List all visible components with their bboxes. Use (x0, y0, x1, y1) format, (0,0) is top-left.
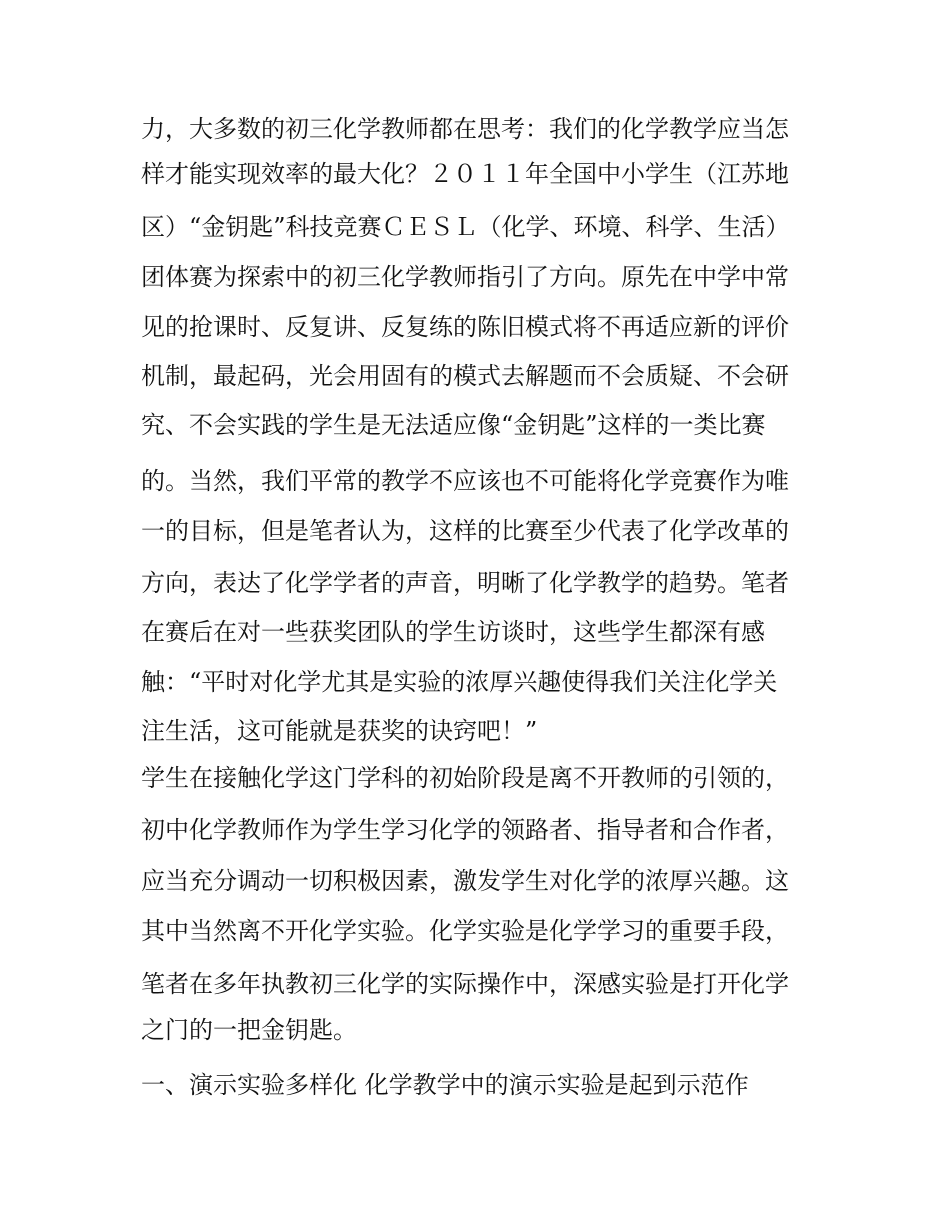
text-line: 一的目标，但是笔者认为，这样的比赛至少代表了化学改革的 (141, 517, 789, 545)
text-line: 之门的一把金钥匙。 (141, 1016, 357, 1044)
text-line: 样才能实现效率的最大化？２０１１年全国中小学生（江苏地 (141, 160, 789, 188)
text-line: 团体赛为探索中的初三化学教师指引了方向。原先在中学中常 (141, 263, 789, 291)
text-line: 应当充分调动一切积极因素，激发学生对化学的浓厚兴趣。这 (141, 867, 789, 895)
text-line: 的。当然，我们平常的教学不应该也不可能将化学竞赛作为唯 (141, 467, 789, 495)
text-line: 见的抢课时、反复讲、反复练的陈旧模式将不再适应新的评价 (141, 313, 789, 341)
text-line: 一、演示实验多样化 化学教学中的演示实验是起到示范作 (141, 1071, 749, 1099)
text-line: 在赛后在对一些获奖团队的学生访谈时，这些学生都深有感 (141, 618, 765, 646)
text-line: 学生在接触化学这门学科的初始阶段是离不开教师的引领的， (141, 764, 789, 792)
text-line: 力，大多数的初三化学教师都在思考：我们的化学教学应当怎 (141, 115, 789, 143)
text-line: 区）“金钥匙”科技竞赛ＣＥＳＬ（化学、环境、科学、生活） (141, 213, 790, 241)
text-line: 究、不会实践的学生是无法适应像“金钥匙”这样的一类比赛 (141, 411, 766, 439)
text-line: 机制，最起码，光会用固有的模式去解题而不会质疑、不会研 (141, 362, 789, 390)
text-line: 方向，表达了化学学者的声音，明晰了化学教学的趋势。笔者 (141, 569, 789, 597)
text-line: 触：“平时对化学尤其是实验的浓厚兴趣使得我们关注化学关 (141, 668, 778, 696)
text-line: 其中当然离不开化学实验。化学实验是化学学习的重要手段， (141, 917, 789, 945)
text-line: 笔者在多年执教初三化学的实际操作中，深感实验是打开化学 (141, 970, 789, 998)
text-line: 注生活，这可能就是获奖的诀窍吧！” (141, 717, 538, 745)
text-line: 初中化学教师作为学生学习化学的领路者、指导者和合作者， (141, 816, 789, 844)
